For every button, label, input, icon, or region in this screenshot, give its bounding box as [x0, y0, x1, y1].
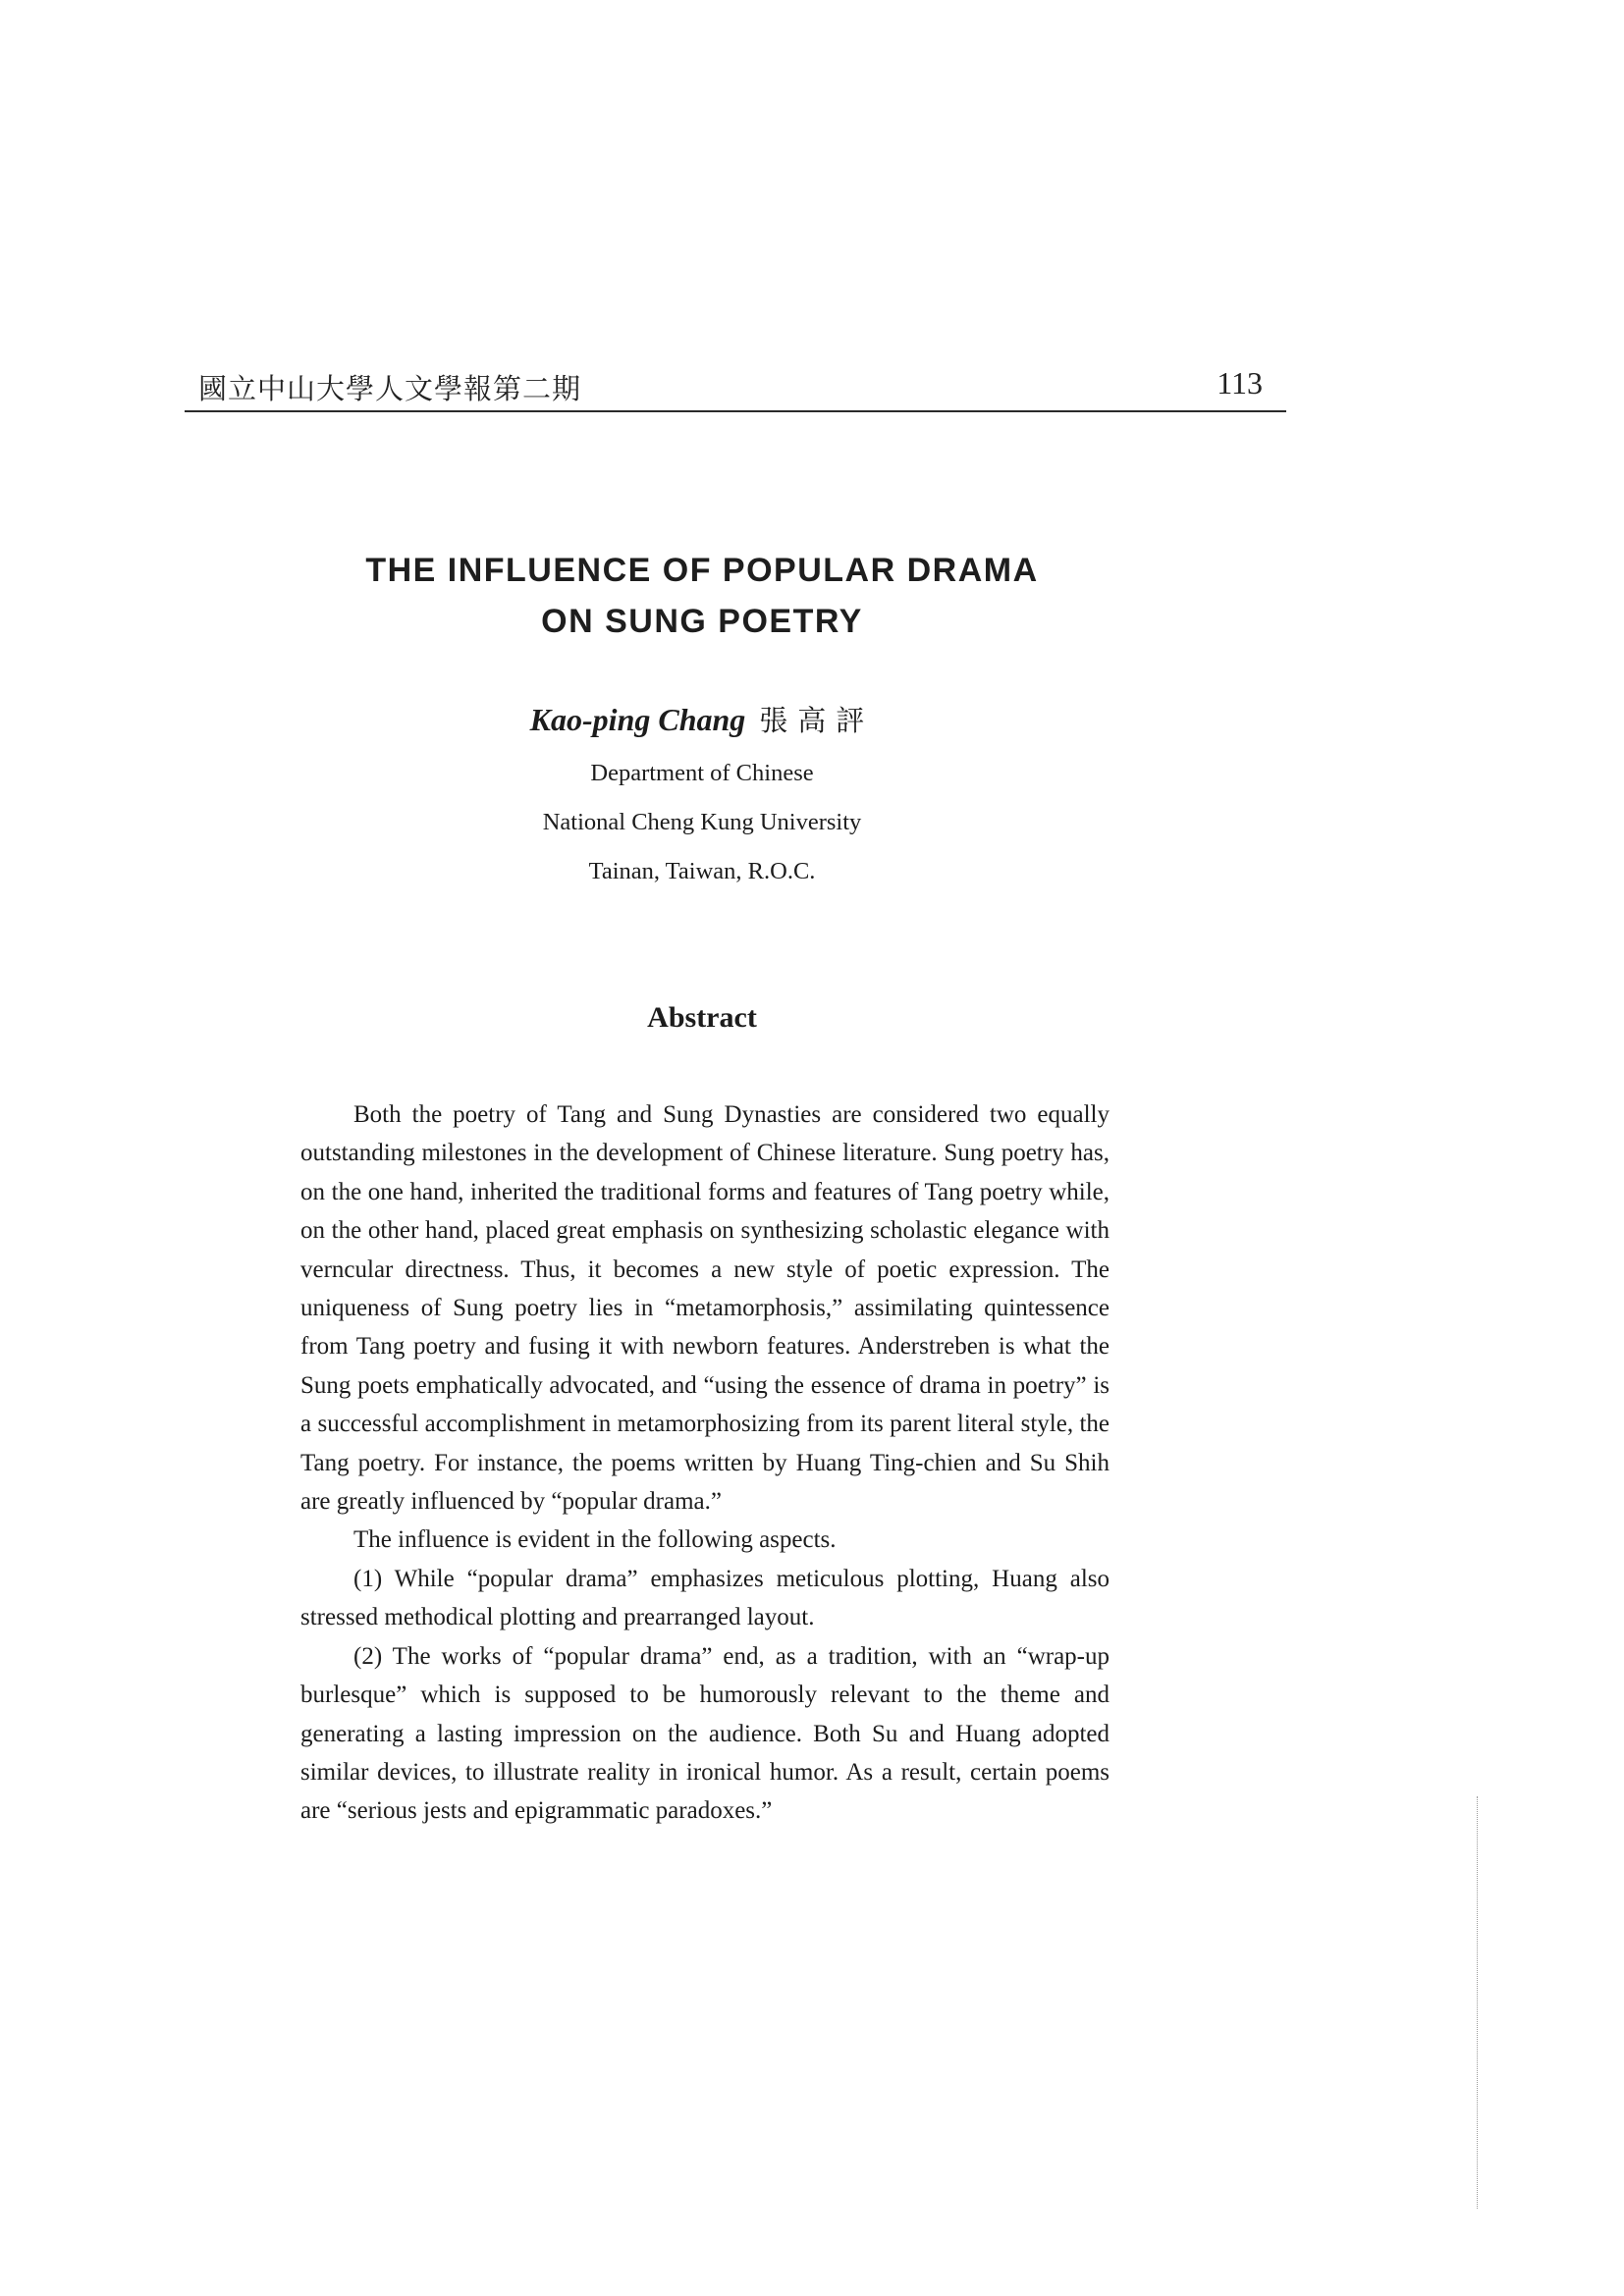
- author-name: Kao-ping Chang: [529, 702, 746, 737]
- running-header: [185, 365, 1286, 412]
- abstract-heading: Abstract: [647, 1001, 757, 1034]
- journal-title: 國立中山大學人文學報第二期: [198, 372, 582, 405]
- author-university: National Cheng Kung University: [542, 809, 862, 835]
- abstract-paragraph: (2) The works of “popular drama” end, as a tradition, with an “wrap-up burlesque” which is supposed to be humorously relevant to the theme and generating a lasting impression on the audience. Both Su and Huang adopted similar devices, to illustrate reality in ironical humor. As a result, certain poems are “serious jests and epigrammatic paradoxes.”: [300, 1642, 1110, 1825]
- author-line: [196, 699, 1208, 739]
- article-title-line-2: ON SUNG POETRY: [541, 603, 863, 640]
- author-chinese-name: 張高評: [759, 704, 875, 737]
- abstract-paragraph: The influence is evident in the following aspects.: [353, 1526, 837, 1554]
- author-department: Department of Chinese: [590, 760, 814, 786]
- abstract-paragraph: (1) While “popular drama” emphasizes meticulous plotting, Huang also stressed methodical plotting and prearranged layout.: [300, 1565, 1110, 1631]
- scan-margin-line: [1477, 1796, 1478, 2209]
- page-number: 113: [1217, 365, 1263, 400]
- article-title-line-1: THE INFLUENCE OF POPULAR DRAMA: [365, 552, 1039, 589]
- author-location: Tainan, Taiwan, R.O.C.: [588, 858, 816, 884]
- abstract-body: [300, 1095, 1110, 1831]
- abstract-paragraph: Both the poetry of Tang and Sung Dynasties are considered two equally outstanding milestones in the development of Chinese literature. Sung poetry has, on the one hand, inherited the traditional forms and features of Tang poetry while, on the other hand, placed great emphasis on synthesizing scholastic elegance with verncular directness. Thus, it becomes a new style of poetic expression. The uniqueness of Sung poetry lies in “metamorphosis,” assimilating quintessence from Tang poetry and fusing it with newborn features. Anderstreben is what the Sung poets emphatically advocated, and “using the essence of drama in poetry” is a successful accomplishment in metamorphosizing from its parent literal style, the Tang poetry. For instance, the poems written by Huang Ting-chien and Su Shih are greatly influenced by “popular drama.”: [300, 1101, 1110, 1516]
